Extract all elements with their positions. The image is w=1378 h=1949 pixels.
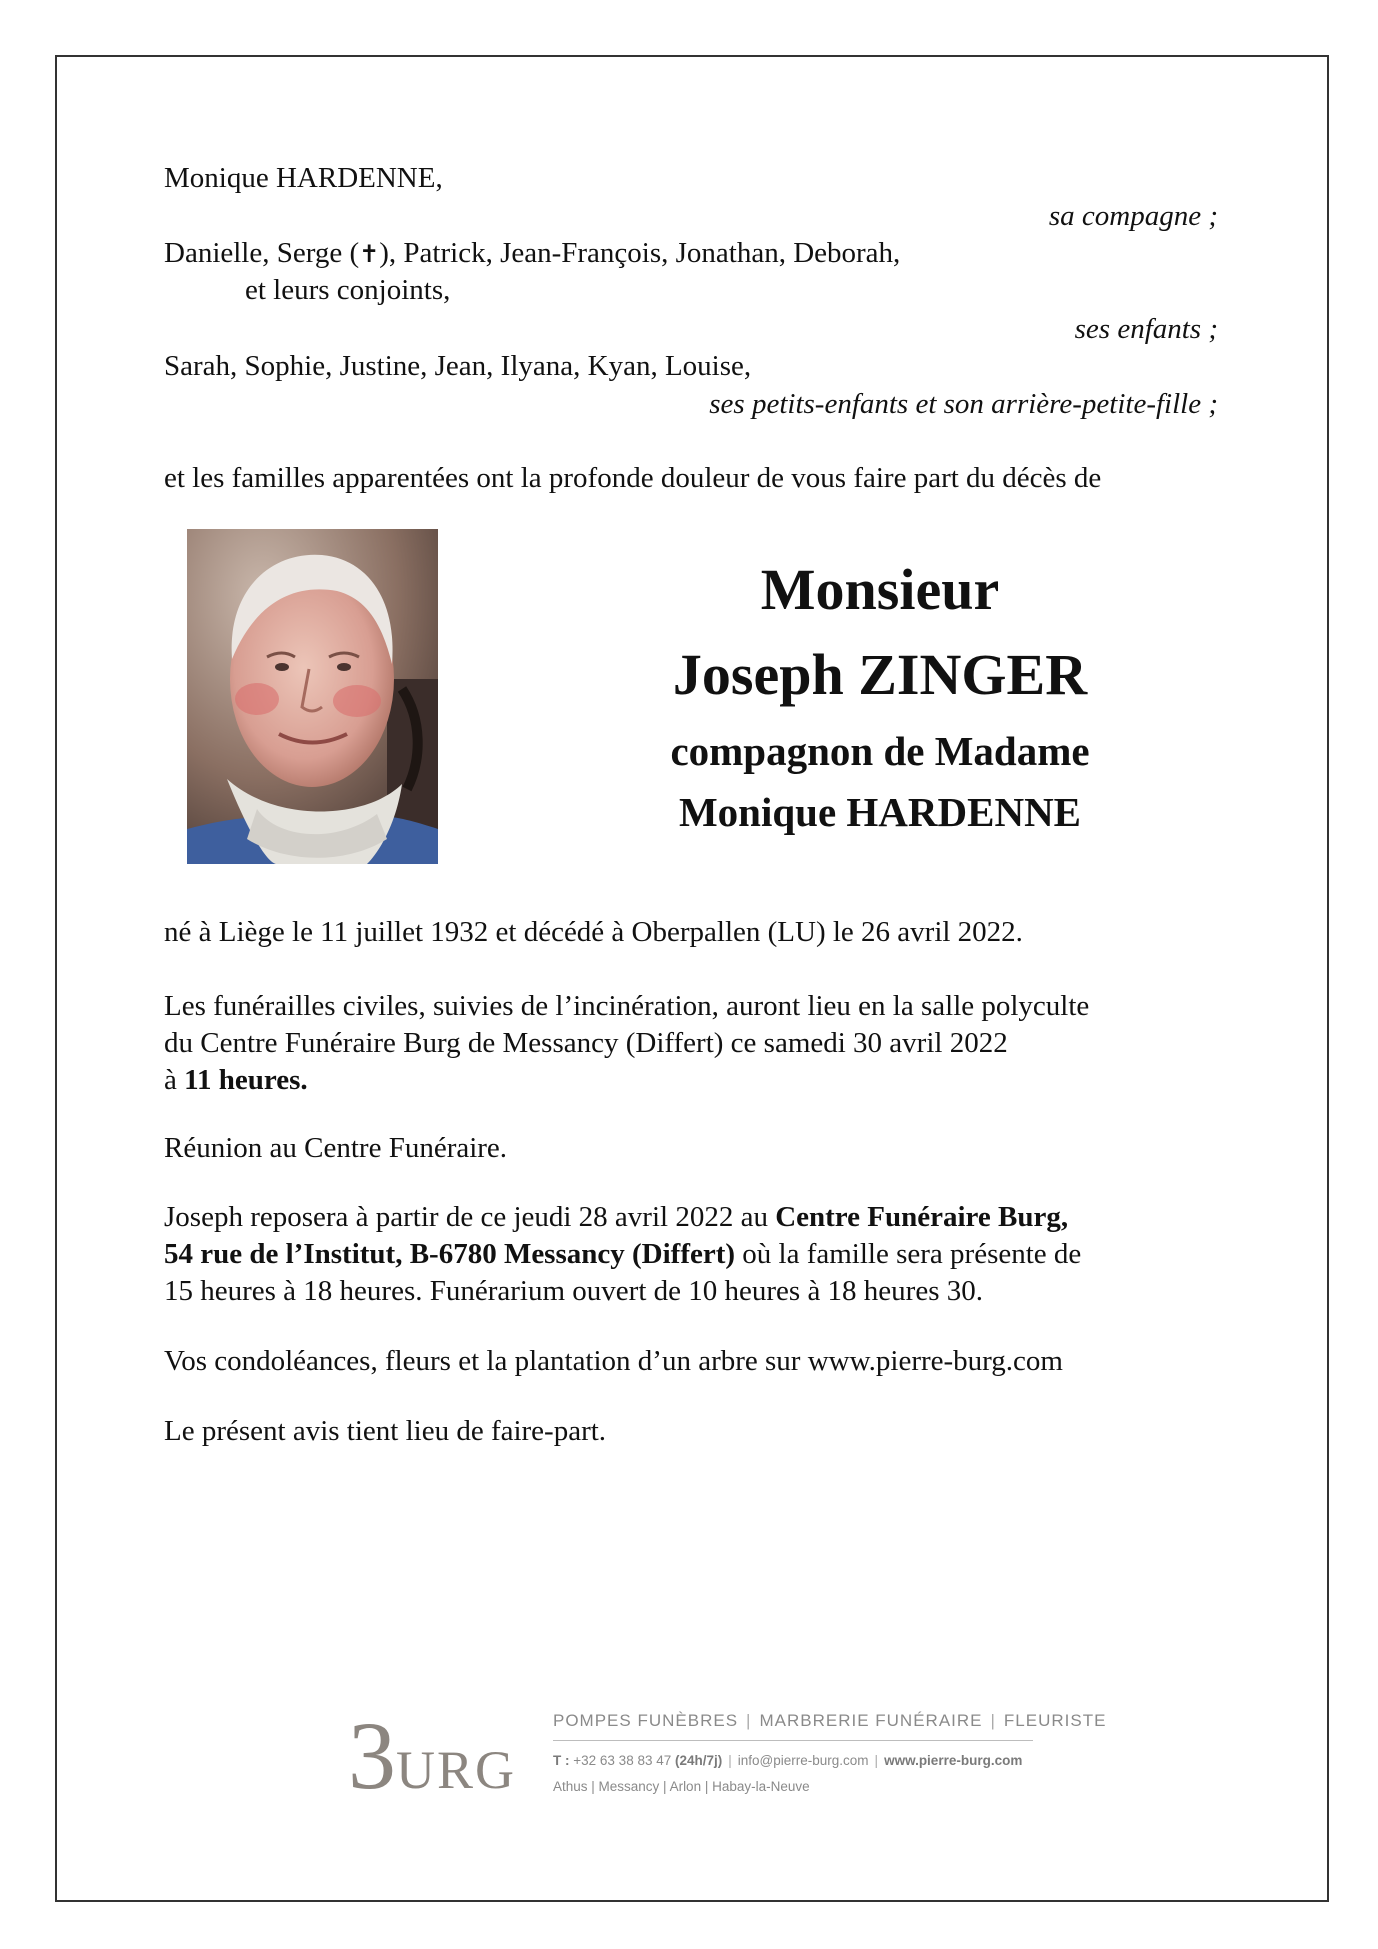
funeral-center-address: 54 rue de l’Institut, B-6780 Messancy (Differt) bbox=[164, 1238, 736, 1270]
deceased-portrait-photo bbox=[187, 529, 438, 864]
family-grandchildren-names: Sarah, Sophie, Justine, Jean, Ilyana, Kyan, Louise, bbox=[164, 350, 752, 382]
announcement-text: et les familles apparentées ont la profonde douleur de vous faire part du décès de bbox=[164, 462, 1102, 494]
cross-icon: ✝ bbox=[359, 240, 380, 268]
burg-logo bbox=[348, 1708, 513, 1794]
companion-line-1: compagnon de Madame bbox=[670, 728, 1090, 774]
footer-locations: Athus | Messancy | Arlon | Habay-la-Neuve bbox=[553, 1779, 810, 1794]
family-companion-role: sa compagne ; bbox=[1048, 200, 1218, 232]
funeral-text-line-1: Les funérailles civiles, suivies de l’incinération, auront lieu en la salle polyculte bbox=[164, 990, 1090, 1022]
family-companion-name: Monique HARDENNE, bbox=[164, 162, 443, 194]
repose-text-line-2: 54 rue de l’Institut, B-6780 Messancy (Differt) où la famille sera présente de bbox=[164, 1238, 1082, 1270]
funeral-text-line-3: à 11 heures. bbox=[164, 1064, 308, 1096]
footer-divider bbox=[553, 1740, 1033, 1741]
footer-website-link[interactable]: www.pierre-burg.com bbox=[884, 1753, 1023, 1768]
family-children-names: Danielle, Serge (✝), Patrick, Jean-François, Jonathan, Deborah, bbox=[164, 237, 901, 269]
companion-line-2: Monique HARDENNE bbox=[678, 789, 1082, 835]
footer-phone[interactable]: +32 63 38 83 47 bbox=[573, 1753, 672, 1768]
funeral-text-line-2: du Centre Funéraire Burg de Messancy (Differt) ce samedi 30 avril 2022 bbox=[164, 1027, 1008, 1059]
deceased-name: Joseph ZINGER bbox=[672, 642, 1088, 707]
birth-death-text: né à Liège le 11 juillet 1932 et décédé à Oberpallen (LU) le 26 avril 2022. bbox=[164, 916, 1023, 948]
svg-text:URG: URG bbox=[396, 1740, 513, 1794]
footer-email-link[interactable]: info@pierre-burg.com bbox=[737, 1753, 869, 1768]
funeral-time: 11 heures. bbox=[184, 1064, 308, 1096]
family-grandchildren-role: ses petits-enfants et son arrière-petite-fille ; bbox=[709, 388, 1218, 420]
notice-text: Le présent avis tient lieu de faire-part. bbox=[164, 1415, 607, 1447]
footer-contact: T : +32 63 38 83 47 (24h/7j) | info@pierre-burg.com | www.pierre-burg.com bbox=[553, 1753, 1023, 1768]
family-children-spouses: et leurs conjoints, bbox=[245, 274, 451, 306]
svg-text:3: 3 bbox=[348, 1708, 396, 1794]
repose-text-line-1: Joseph reposera à partir de ce jeudi 28 avril 2022 au Centre Funéraire Burg, bbox=[164, 1201, 1069, 1233]
footer-services: POMPES FUNÈBRES | MARBRERIE FUNÉRAIRE | FLEURISTE bbox=[553, 1711, 1107, 1730]
condolences-text: Vos condoléances, fleurs et la plantation d’un arbre sur www.pierre-burg.com bbox=[164, 1345, 1063, 1377]
repose-text-line-3: 15 heures à 18 heures. Funérarium ouvert de 10 heures à 18 heures 30. bbox=[164, 1275, 983, 1307]
family-children-role: ses enfants ; bbox=[1074, 313, 1218, 345]
deceased-title: Monsieur bbox=[760, 557, 1000, 622]
reunion-text: Réunion au Centre Funéraire. bbox=[164, 1132, 508, 1164]
